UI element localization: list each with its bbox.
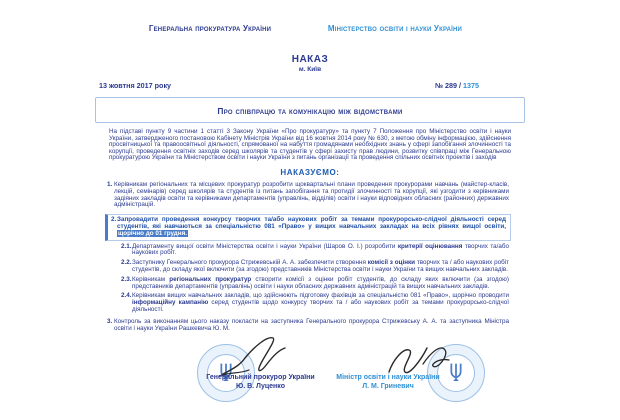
item-number: 3. <box>107 317 113 325</box>
signature-block-ministry <box>283 374 493 391</box>
item-text: Керівникам регіональних та місцевих прокуратур розробити щоквартальні плани проведення прокурорами навчань (майстер-класів, лекцій, семінарів) серед школярів та студентів із питань запобігання та протидії злочинності та корупції, які узгодити з керівниками задіяних закладів освіти та керівниками департаментів (управлінь, відділів) освіти і науки відповідних обласних (районних) державних адміністрацій. <box>114 180 509 209</box>
order-subitem-2-2 <box>121 260 509 274</box>
order-word: НАКАЗУЄМО: <box>280 167 340 177</box>
item-text: Запровадити проведення конкурсу творчих та/або наукових робіт за темами прокурорсько-слідчої діяльності серед студентів, які навчаються за спеціальністю 081 «Право» у вищих навчальних закладах на всіх рівнях вищої освіти, <box>117 216 506 230</box>
title-box <box>95 97 525 123</box>
subitem-text: Керівникам регіональних прокуратур створити комісії з оцінки робіт студентів, до складу яких включити (за згодою) представників департаментів (управлінь) освіти і науки обласних державних адміністрацій та вищих навчальних закладів. <box>132 275 510 290</box>
subitem-number: 2.1. <box>121 242 132 250</box>
signature-area <box>95 342 525 414</box>
signer-name: Л. М. Гриневич <box>362 382 414 390</box>
item-number: 1. <box>107 180 113 188</box>
document-number-primary: № 289 / <box>435 81 461 90</box>
order-subitem-2-1 <box>121 244 509 258</box>
subitem-text: Департаменту вищої освіти Міністерства освіти і науки України (Шаров О. І.) розробити критерії оцінювання творчих та/або наукових робіт. <box>132 242 510 257</box>
subitem-number: 2.2. <box>121 259 132 267</box>
item-number: 2. <box>111 216 117 224</box>
preamble-paragraph: На підставі пункту 9 частини 1 статті 3 Закону України «Про прокуратуру» та пункту 7 Положення про Міністерство освіти і науки України, затвердженого постановою Кабінету Міністрів України від 16 жовтня 2014 року № 630, з метою обміну інформацією, здійснення просвітницької та правоосвітньої діяльності, спрямованої на набуття громадянами необхідних знань у сфері запобігання злочинності та корупції, проведення освітніх заходів серед школярів та студентів у сфері захисту прав людини, розвитку співпраці між Генеральною прокуратурою України та Міністерством освіти і науки України з питань організації та проведення спільних освітніх проектів і заходів <box>109 128 511 162</box>
document-city: м. Київ <box>298 66 322 73</box>
order-subitem-2-4 <box>121 293 509 313</box>
document-title: Про співпрацю та комунікацію між відомствами <box>217 106 403 116</box>
item-text: Контроль за виконанням цього наказу покласти на заступника Генерального прокурора Стрижевську А. А. та заступника Міністра освіти і науки України Рашкевича Ю. М. <box>114 317 509 332</box>
subitem-text: Керівникам вищих навчальних закладів, що здійснюють підготовку фахівців за спеціальністю 081 «Право», щорічно проводити інформаційну кампанію серед студентів щодо конкурсу творчих та / або наукових робіт за темами прокурорсько-слідчої діяльності. <box>132 292 509 313</box>
order-item-2 <box>105 214 511 240</box>
highlighted-deadline: щорічно до 01 грудня. <box>118 229 188 237</box>
document-type: НАКАЗ <box>291 54 329 65</box>
order-item-3 <box>107 319 509 333</box>
org-name-prosecutor: Генеральна прокуратура України <box>148 24 272 33</box>
order-subitem-2-3 <box>121 277 509 291</box>
document-number-secondary: 1375 <box>463 81 479 90</box>
date-number-row <box>95 81 525 90</box>
org-name-ministry: Міністерство освіти і науки України <box>327 24 463 33</box>
subitem-number: 2.4. <box>121 292 132 300</box>
subitem-text: Заступнику Генерального прокурора Стрижевській А. А. забезпечити створення комісії з оцінки творчих та / або наукових робіт студентів, до складу якої включити (за згодою) представників Міністерства освіти і науки України та вищих навчальних закладів. <box>132 259 509 273</box>
document-number <box>435 81 479 90</box>
signer-name: Ю. В. Луценко <box>236 382 285 390</box>
letterhead <box>95 22 525 50</box>
signer-title: Міністр освіти і науки України <box>336 374 440 382</box>
order-item-1 <box>107 182 509 209</box>
document-date: 13 жовтня 2017 року <box>99 81 172 90</box>
signer-title: Генеральний прокурор України <box>206 374 315 382</box>
subitem-number: 2.3. <box>121 275 132 283</box>
document-content <box>95 22 525 414</box>
